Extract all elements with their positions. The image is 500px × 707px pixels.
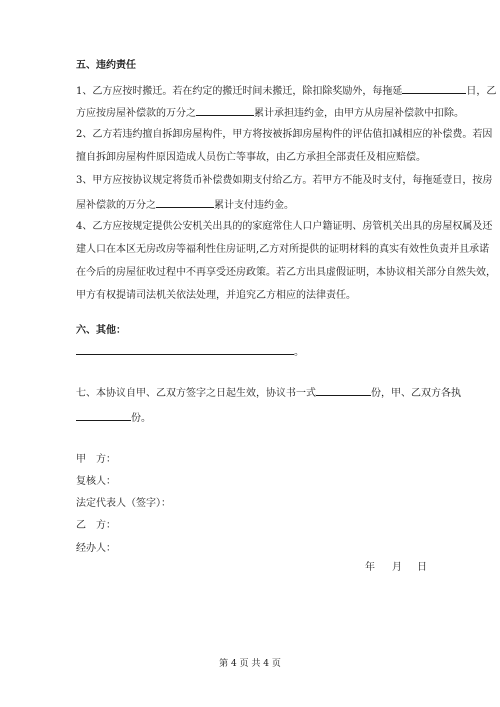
handler-label: 经办人：	[76, 543, 116, 554]
section5-heading: 五、违约责任	[76, 60, 136, 71]
clause-1-line-1: 1、乙方应按时搬迁。若在约定的搬迁时间未搬迁，除扣除奖励外，每拖延 日，乙	[76, 86, 497, 97]
party-a-label: 甲 方：	[76, 454, 116, 465]
delay-days-blank[interactable]	[402, 84, 466, 94]
page-number: 第 4 页 共 4 页	[219, 659, 281, 669]
section7-line-1: 七、本协议自甲、乙双方签字之日起生效，协议书一式 份，甲、乙双方各执	[76, 388, 461, 399]
copies-total-blank[interactable]	[316, 386, 371, 396]
penalty-rate-blank[interactable]	[196, 106, 254, 116]
date-day: 日	[417, 562, 427, 573]
party-b-label: 乙 方：	[76, 520, 116, 531]
clause-3-line-2: 屋补偿款的万分之 累计支付违约金。	[76, 200, 294, 211]
clause-3-line-1: 3、甲方应按协议规定将货币补偿费如期支付给乙方。若甲方不能及时支付，每拖延壹日，按房	[76, 175, 493, 186]
other-terms-blank[interactable]	[76, 345, 294, 355]
clause-4-line-4: 甲方有权提请司法机关依法处理，并追究乙方相应的法律责任。	[76, 290, 356, 301]
date-year: 年	[365, 562, 375, 573]
clause-4-line-1: 4、乙方应按规定提供公安机关出具的的家庭常住人口户籍证明、房管机关出具的房屋权属及还	[76, 221, 493, 232]
penalty-rate-2-blank[interactable]	[156, 198, 214, 208]
clause-2-line-2: 擅自拆卸房屋构件原因造成人员伤亡等事故，由乙方承担全部责任及相应赔偿。	[76, 152, 426, 163]
copies-each-blank[interactable]	[76, 411, 131, 421]
clause-2-line-1: 2、乙方若违约擅自拆卸房屋构件，甲方将按被拆卸房屋构件的评估值扣减相应的补偿费。若因	[76, 129, 493, 140]
legal-rep-label: 法定代表人（签字）：	[76, 498, 171, 509]
clause-1-line-2: 方应按房屋补偿款的万分之 累计承担违约金，由甲方从房屋补偿款中扣除。	[76, 108, 464, 119]
section6-heading: 六、其他：	[76, 325, 126, 336]
reviewer-label: 复核人：	[76, 476, 116, 487]
clause-4-line-3: 在今后的房屋征收过程中不再享受还房政策。若乙方出具虚假证明，本协议相关部分自然失效，	[76, 267, 496, 278]
section7-line-2: 份。	[76, 411, 151, 425]
date-month: 月	[392, 562, 402, 573]
section6-fill-line: 。	[76, 345, 304, 359]
clause-4-line-2: 建人口在本区无房改房等福利性住房证明,乙方对所提供的证明材料的真实有效性负责并且承诺	[76, 244, 490, 255]
